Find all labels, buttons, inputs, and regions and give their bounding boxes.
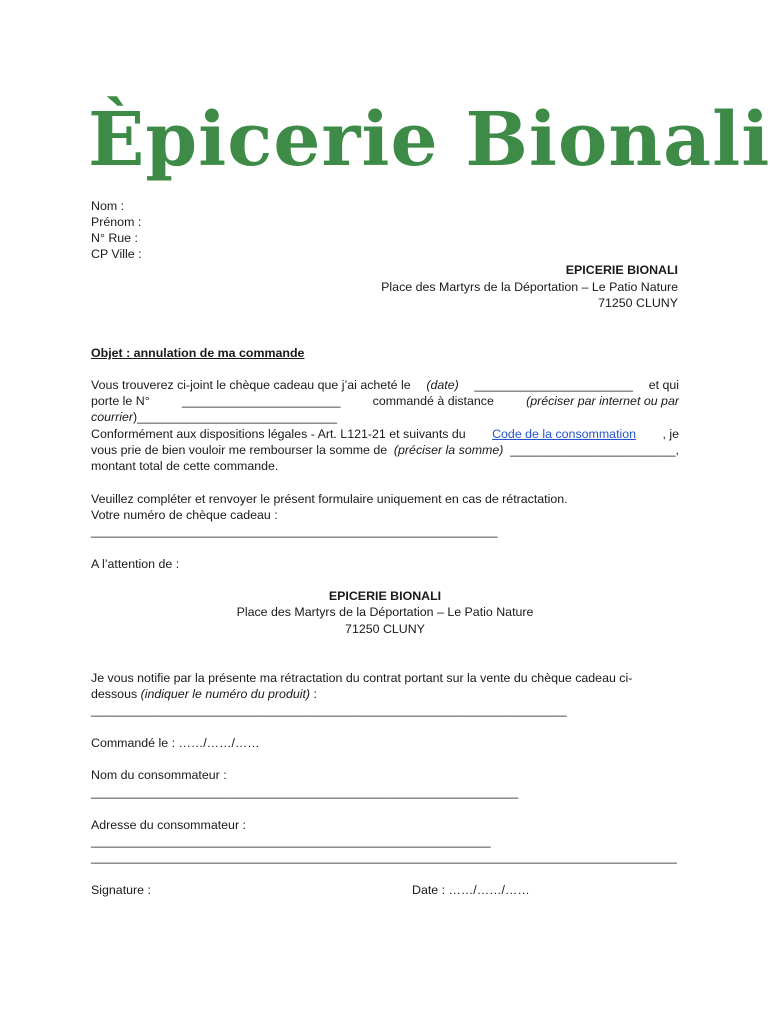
body-l4-text: Conformément aux dispositions légales - Art. L121-21 et suivants du — [91, 426, 466, 441]
fill-instruction: Veuillez compléter et renvoyer le présent formulaire uniquement en cas de rétractation. — [91, 492, 568, 506]
body-l5-text: vous prie de bien vouloir me rembourser la somme de — [91, 442, 388, 457]
body-l1-blank: _______________________ — [474, 378, 633, 392]
consumer-address-line-1: __________________________________________________________ — [91, 834, 491, 848]
body-line-5 — [91, 442, 679, 458]
date-label: Date : ……/……/…… — [412, 883, 530, 897]
consumer-address-line-2: _____________________________________________________________________________________ — [91, 850, 677, 864]
notify-l2-end: : — [313, 687, 317, 701]
recipient-address: Place des Martyrs de la Déportation – Le Patio Nature — [381, 280, 678, 294]
cheque-number-label: Votre numéro de chèque cadeau : — [91, 508, 278, 522]
body-l2-text: porte le N° — [91, 394, 150, 409]
ordered-on-label: Commandé le : ……/……/…… — [91, 736, 260, 750]
sender-cp-ville-label: CP Ville : — [91, 247, 142, 261]
recipient2-city: 71250 CLUNY — [345, 622, 425, 636]
consumer-address-label: Adresse du consommateur : — [91, 818, 246, 832]
recipient-name: EPICERIE BIONALI — [565, 263, 678, 277]
body-l2-em: (préciser par internet ou par — [526, 394, 679, 409]
body-line-4 — [91, 426, 679, 442]
product-number-line: _____________________________________________________________________ — [91, 703, 567, 717]
code-consommation-link[interactable]: Code de la consommation — [492, 426, 637, 441]
body-l2-text-b: commandé à distance — [372, 394, 494, 409]
attention-label: A l’attention de : — [91, 557, 180, 571]
notify-l2-em: (indiquer le numéro du produit) — [140, 687, 311, 701]
body-l4-end: , je — [662, 426, 679, 441]
consumer-name-label: Nom du consommateur : — [91, 768, 227, 782]
body-l1-text: Vous trouverez ci-joint le chèque cadeau que j’ai acheté le — [91, 378, 411, 392]
notify-line-1: Je vous notifie par la présente ma rétractation du contrat portant sur la vente du chèque cadeau ci- — [91, 671, 633, 685]
letter-object: Objet : annulation de ma commande — [91, 346, 305, 360]
body-l3-blank: )_____________________________ — [133, 410, 337, 425]
body-line-1 — [91, 377, 679, 393]
consumer-name-line: ______________________________________________________________ — [91, 785, 519, 799]
body-l2-blank: _______________________ — [181, 394, 341, 409]
recipient2-address: Place des Martyrs de la Déportation – Le Patio Nature — [236, 605, 534, 619]
signature-label: Signature : — [91, 883, 151, 897]
body-line-6 — [91, 458, 679, 474]
body-l3-em: courrier — [91, 410, 133, 425]
brand-logo — [88, 80, 770, 190]
notify-l2-text: dessous — [91, 687, 138, 701]
body-l5-blank: ________________________, — [510, 442, 679, 457]
body-l6-text: montant total de cette commande. — [91, 459, 279, 474]
sender-nom-label: Nom : — [91, 199, 125, 213]
body-l1-date: (date) — [426, 378, 459, 392]
body-l5-em: (préciser la somme) — [393, 442, 504, 457]
body-line-3 — [91, 409, 679, 425]
body-paragraph — [91, 377, 679, 474]
sender-rue-label: N° Rue : — [91, 231, 138, 245]
notify-line-2 — [91, 686, 317, 702]
body-l1-end: et qui — [648, 378, 679, 392]
cheque-number-line: ___________________________________________________________ — [91, 524, 498, 538]
logo-text: Èpicerie Bionali — [88, 97, 770, 183]
body-line-2 — [91, 393, 679, 409]
recipient-city: 71250 CLUNY — [598, 296, 678, 310]
recipient2-name: EPICERIE BIONALI — [328, 589, 442, 603]
sender-prenom-label: Prénom : — [91, 215, 142, 229]
